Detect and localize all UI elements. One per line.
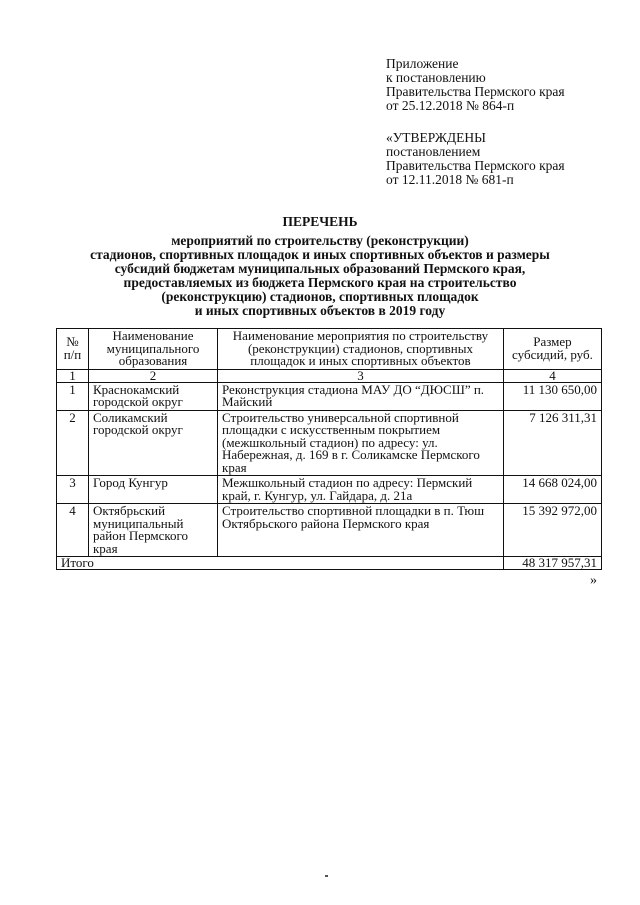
header-municipality: Наименование муниципального образования bbox=[88, 329, 217, 370]
row-municipality: Октябрьский муниципальный район Пермского края bbox=[88, 504, 217, 557]
approved-line: постановлением bbox=[386, 144, 481, 159]
row-number: 1 bbox=[57, 382, 89, 410]
row-municipality: Соликамский городской округ bbox=[88, 410, 217, 476]
row-event: Межшкольный стадион по адресу: Пермский край, г. Кунгур, ул. Гайдара, д. 21а bbox=[218, 476, 504, 504]
subtitle-line: стадионов, спортивных площадок и иных спортивных объектов и размеры bbox=[90, 247, 550, 262]
scan-speck bbox=[325, 875, 328, 877]
row-amount: 15 392 972,00 bbox=[503, 504, 601, 557]
header-number: № п/п bbox=[57, 329, 89, 370]
column-number: 3 bbox=[218, 369, 504, 382]
approved-line: от 12.11.2018 № 681-п bbox=[386, 172, 514, 187]
row-amount: 14 668 024,00 bbox=[503, 476, 601, 504]
header-event: Наименование мероприятия по строительству (реконструкции) стадионов, спортивных площадок и иных спортивных объектов bbox=[218, 329, 504, 370]
total-amount: 48 317 957,31 bbox=[503, 557, 601, 570]
subtitle-line: (реконструкцию) стадионов, спортивных площадок bbox=[161, 289, 479, 304]
approved-line: «УТВЕРЖДЕНЫ bbox=[386, 130, 486, 145]
document-title: ПЕРЕЧЕНЬ bbox=[282, 214, 358, 229]
row-amount: 7 126 311,31 bbox=[503, 410, 601, 476]
column-number-row bbox=[57, 369, 602, 382]
row-number: 3 bbox=[57, 476, 89, 504]
column-number: 2 bbox=[88, 369, 217, 382]
row-number: 2 bbox=[57, 410, 89, 476]
subtitle-line: предоставляемых из бюджета Пермского края на строительство bbox=[123, 275, 517, 290]
document-subtitle bbox=[0, 234, 640, 318]
closing-quote: » bbox=[590, 573, 597, 588]
table-row bbox=[57, 504, 602, 557]
appendix-block bbox=[386, 57, 565, 113]
approved-line: Правительства Пермского края bbox=[386, 158, 565, 173]
row-municipality: Город Кунгур bbox=[88, 476, 217, 504]
table-row bbox=[57, 476, 602, 504]
subsidies-table bbox=[56, 328, 602, 570]
column-number: 1 bbox=[57, 369, 89, 382]
appendix-line: к постановлению bbox=[386, 70, 486, 85]
column-number: 4 bbox=[503, 369, 601, 382]
table-header-row bbox=[57, 329, 602, 370]
appendix-line: Правительства Пермского края bbox=[386, 84, 565, 99]
table-row bbox=[57, 410, 602, 476]
subtitle-line: субсидий бюджетам муниципальных образований Пермского края, bbox=[114, 261, 526, 276]
appendix-line: от 25.12.2018 № 864-п bbox=[386, 98, 515, 113]
approved-block bbox=[386, 131, 565, 187]
table-row bbox=[57, 382, 602, 410]
total-row bbox=[57, 557, 602, 570]
row-municipality: Краснокамский городской округ bbox=[88, 382, 217, 410]
appendix-line: Приложение bbox=[386, 56, 459, 71]
total-label: Итого bbox=[57, 557, 504, 570]
subtitle-line: и иных спортивных объектов в 2019 году bbox=[194, 303, 446, 318]
subtitle-line: мероприятий по строительству (реконструкции) bbox=[171, 233, 469, 248]
row-event: Строительство спортивной площадки в п. Тюш Октябрьского района Пермского края bbox=[218, 504, 504, 557]
header-amount: Размер субсидий, руб. bbox=[503, 329, 601, 370]
row-event: Строительство универсальной спортивной площадки с искусственным покрытием (межшкольный стадион) по адресу: ул. Набережная, д. 169 в г. Соликамске Пермского края bbox=[218, 410, 504, 476]
row-number: 4 bbox=[57, 504, 89, 557]
row-amount: 11 130 650,00 bbox=[503, 382, 601, 410]
row-event: Реконструкция стадиона МАУ ДО “ДЮСШ” п. Майский bbox=[218, 382, 504, 410]
